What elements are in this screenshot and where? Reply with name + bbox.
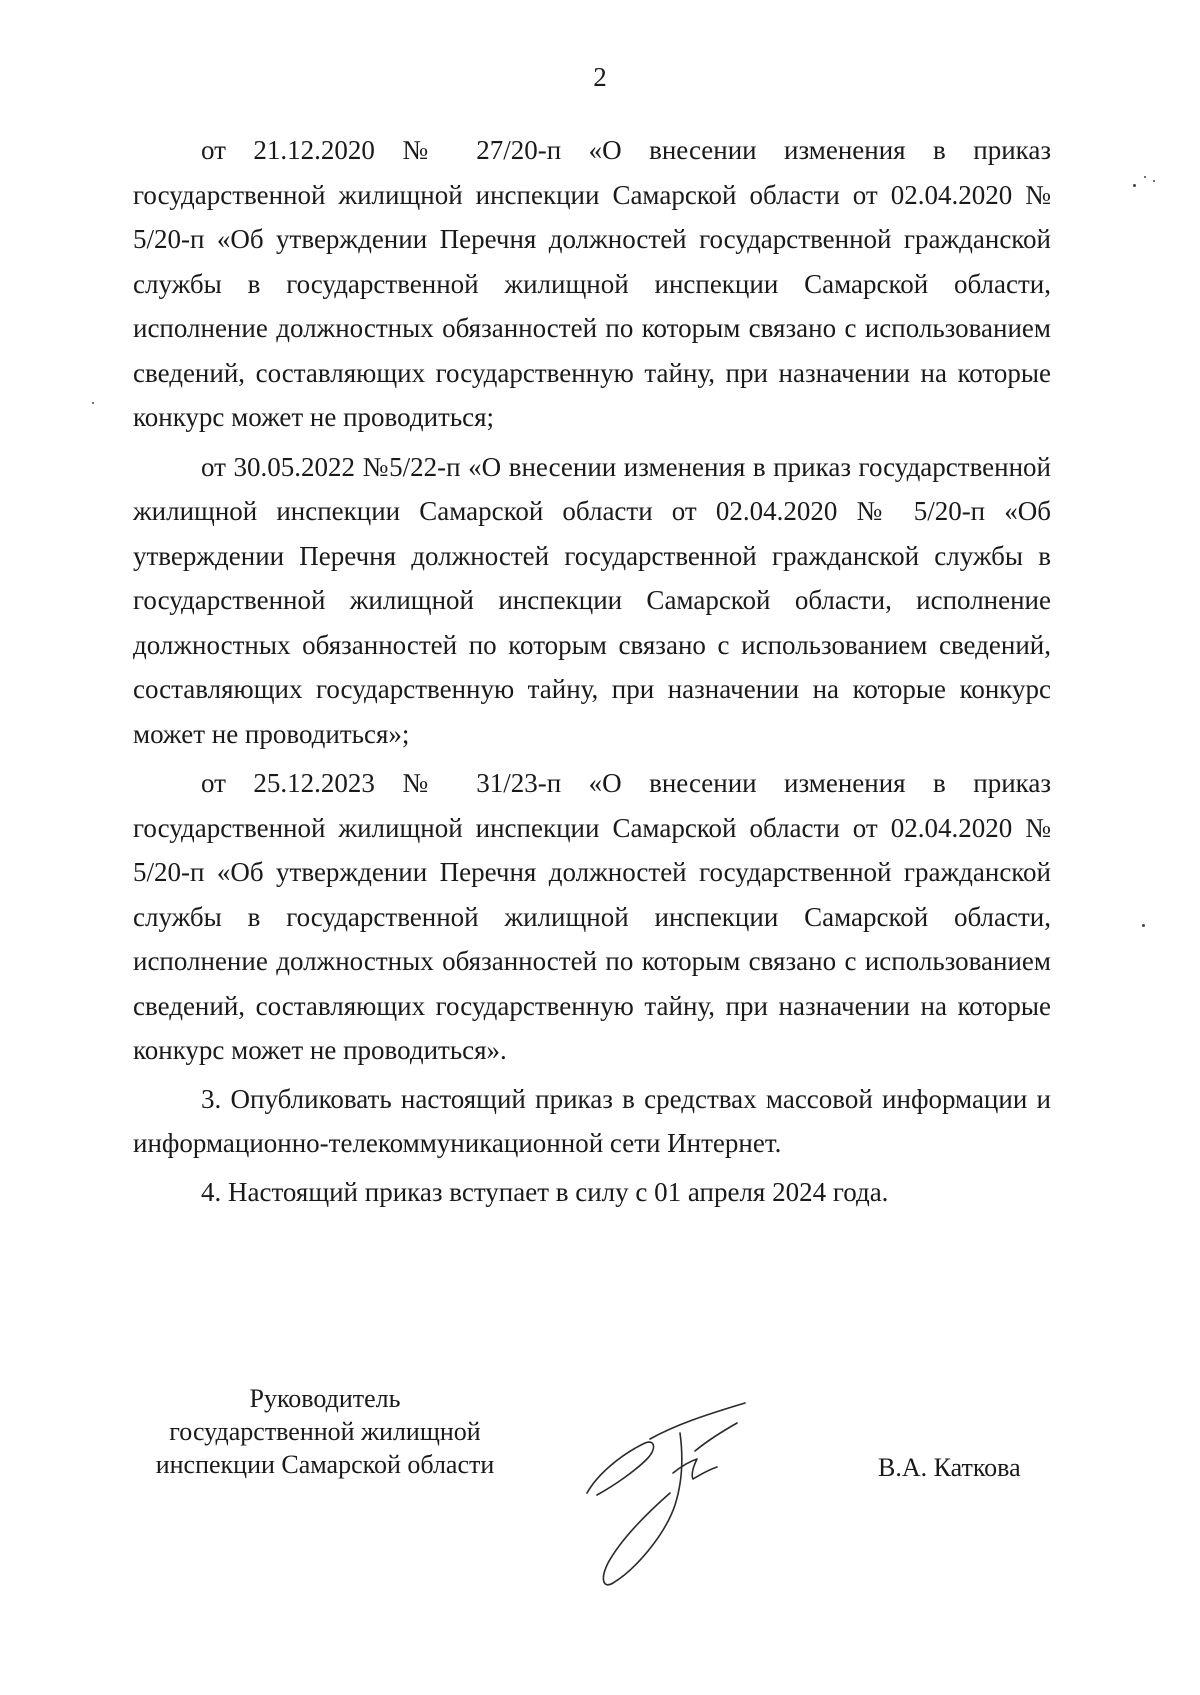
signatory-title-line: Руководитель: [249, 1384, 401, 1413]
signatory-title: [130, 1382, 520, 1481]
signatory-title-line: инспекции Самарской области: [155, 1450, 495, 1479]
signatory-name: В.А. Каткова: [878, 1453, 1021, 1482]
handwritten-signature: [575, 1375, 815, 1605]
document-body: [133, 128, 1051, 1214]
scan-speck: [1133, 184, 1136, 187]
signatory-title-line: государственной жилищной: [169, 1417, 481, 1446]
scan-speck: [92, 402, 94, 404]
paragraph-order-2020: от 21.12.2020 № 27/20-п «О внесении изменения в приказ государственной жилищной инспекции Самарской области от 02.04.2020 № 5/20-п «Об утверждении Перечня должностей государственной гражданской службы в государственной жилищной инспекции Самарской области, исполнение должностных обязанностей по которым связано с использованием сведений, составляющих государственную тайну, при назначении на которые конкурс может не проводиться;: [133, 135, 1051, 432]
paragraph-order-2022: от 30.05.2022 №5/22-п «О внесении изменения в приказ государственной жилищной инспекции Самарской области от 02.04.2020 № 5/20-п «Об утверждении Перечня должностей государственной гражданской службы в государственной жилищной инспекции Самарской области, исполнение должностных обязанностей по которым связано с использованием сведений, составляющих государственную тайну, при назначении на которые конкурс может не проводиться»;: [133, 451, 1051, 749]
paragraph-order-2023: от 25.12.2023 № 31/23-п «О внесении изменения в приказ государственной жилищной инспекции Самарской области от 02.04.2020 № 5/20-п «Об утверждении Перечня должностей государственной гражданской службы в государственной жилищной инспекции Самарской области, исполнение должностных обязанностей по которым связано с использованием сведений, составляющих государственную тайну, при назначении на которые конкурс может не проводиться».: [133, 768, 1051, 1065]
paragraph-publish: 3. Опубликовать настоящий приказ в средствах массовой информации и информационно-телекоммуникационной сети Интернет.: [133, 1083, 1051, 1158]
scan-speck: [1144, 176, 1146, 178]
page-number: 2: [593, 62, 607, 92]
scan-speck: [1142, 924, 1145, 927]
paragraph-effective-date: 4. Настоящий приказ вступает в силу с 01 апреля 2024 года.: [201, 1176, 889, 1207]
scan-speck: [1153, 180, 1155, 182]
